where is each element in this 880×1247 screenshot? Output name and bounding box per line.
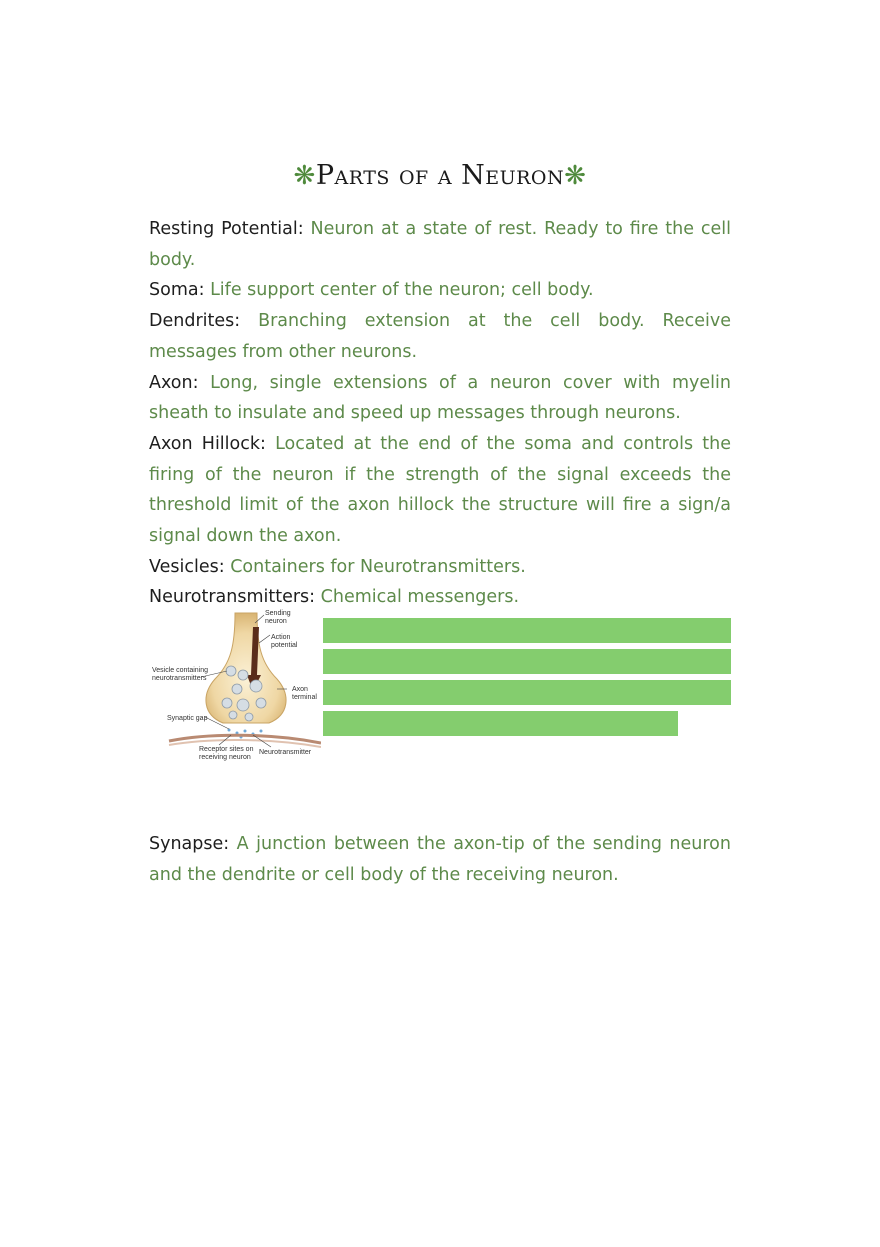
page-title-text: Parts of a Neuron (315, 160, 565, 191)
synapse-diagram-svg (149, 605, 321, 770)
highlight-bar (323, 680, 731, 705)
definition-axon (149, 368, 731, 429)
label-axon-terminal: terminal (292, 694, 317, 701)
label-sending-neuron: neuron (265, 618, 287, 625)
definition-text: Chemical messengers. (320, 587, 520, 608)
definition-term: Dendrites: (149, 311, 241, 332)
definitions-list (149, 214, 731, 613)
label-neurotransmitter: Neurotransmitter (259, 749, 312, 756)
flower-star-icon: ❋ (293, 161, 316, 191)
label-receptor-sites: receiving neuron (199, 754, 251, 761)
flower-star-icon: ❋ (564, 161, 587, 191)
definition-term: Axon Hillock: (149, 433, 266, 454)
definition-term: Soma: (149, 280, 205, 301)
definition-term: Synapse: (149, 834, 230, 854)
label-vesicle: Vesicle containing (152, 667, 209, 674)
page-title (0, 160, 880, 191)
definition-term: Neurotransmitters: (149, 587, 316, 608)
synapse-diagram (149, 605, 321, 770)
definition-term: Resting Potential: (149, 219, 304, 239)
label-sending-neuron: Sending (265, 610, 291, 617)
highlight-bar (323, 618, 731, 643)
definition-text: Located at the end of the soma and controls the firing of the neuron if the strength of the signal exceeds the threshold limit of the axon hillock the structure will fire a sign/a signal down the axon. (149, 433, 731, 547)
label-synaptic-gap: Synaptic gap (167, 715, 208, 722)
definition-text: Branching extension at the cell body. Receive messages from other neurons. (149, 311, 731, 362)
definition-resting-potential (149, 214, 731, 275)
definition-synapse (149, 829, 731, 890)
definition-term: Vesicles: (149, 556, 225, 577)
label-axon-terminal: Axon (292, 686, 308, 693)
definition-dendrites (149, 306, 731, 367)
label-receptor-sites: Receptor sites on (199, 746, 254, 753)
highlight-bar (323, 649, 731, 674)
definition-term: Axon: (149, 372, 199, 393)
definition-vesicles (149, 552, 731, 583)
definition-soma (149, 275, 731, 306)
definition-axon-hillock (149, 429, 731, 552)
definition-text: Neuron at a state of rest. Ready to fire the cell body. (149, 219, 731, 270)
definition-text: A junction between the axon-tip of the sending neuron and the dendrite or cell body of the receiving neuron. (149, 834, 731, 885)
definition-text: Long, single extensions of a neuron cover with myelin sheath to insulate and speed up messages through neurons. (149, 372, 731, 424)
definition-text: Containers for Neurotransmitters. (230, 556, 526, 577)
label-action-potential: Action (271, 634, 291, 641)
highlight-bar (323, 711, 678, 736)
definition-text: Life support center of the neuron; cell body. (210, 280, 594, 301)
label-action-potential: potential (271, 642, 298, 649)
label-vesicle: neurotransmitters (152, 675, 207, 682)
